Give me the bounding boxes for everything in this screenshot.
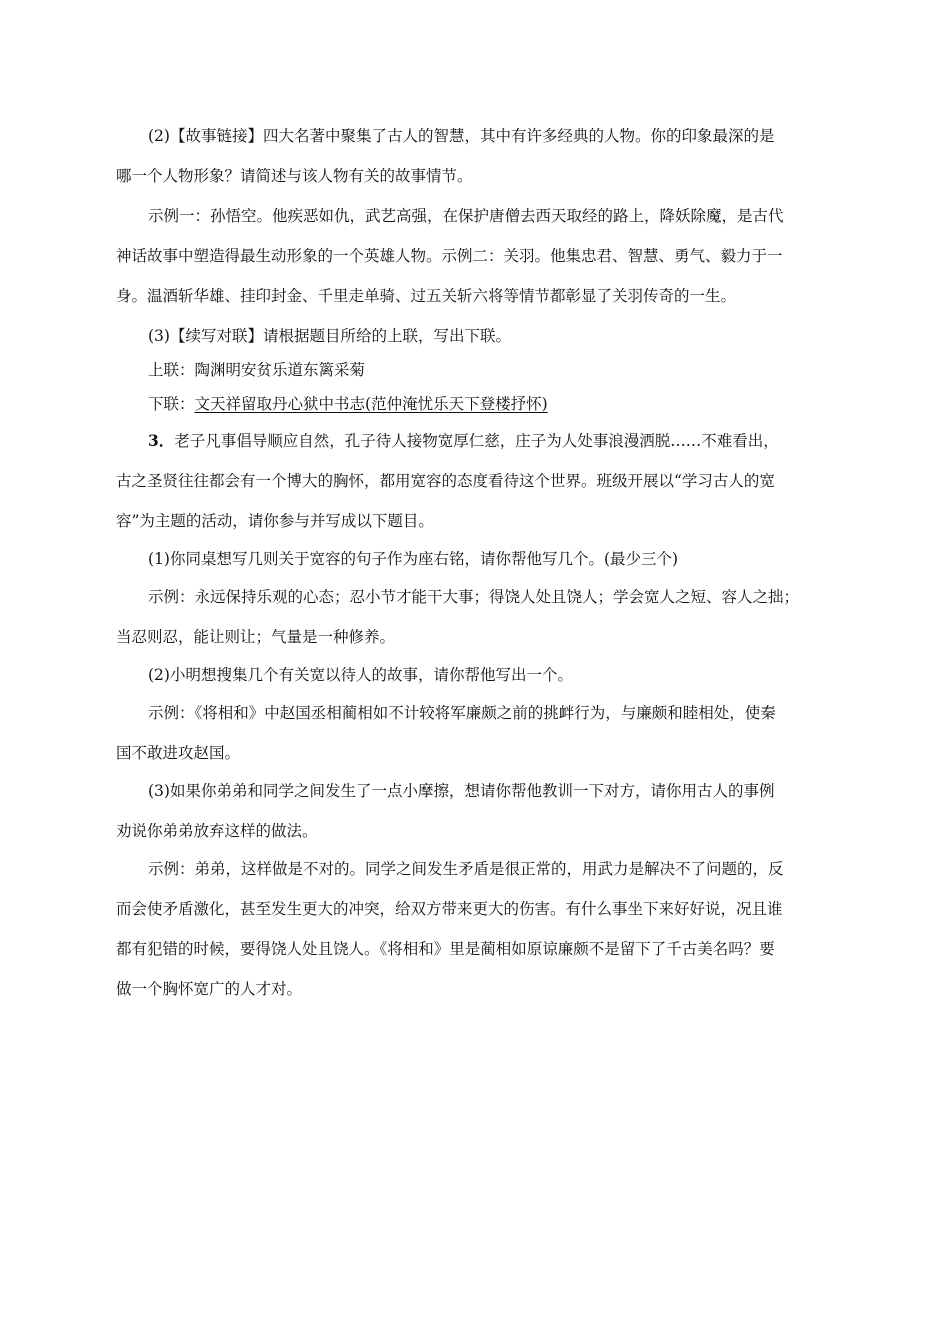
lower-couplet-label: 下联： <box>148 395 195 413</box>
subanswer-3-cont-2: 都有犯错的时候，要得饶人处且饶人。《将相和》里是蔺相如原谅廉颇不是留下了千古美名吗？要 <box>116 940 775 958</box>
subanswer-2: 示例：《将相和》中赵国丞相蔺相如不计较将军廉颇之前的挑衅行为，与廉颇和睦相处，使秦 <box>148 704 776 722</box>
question-3-prompt: (3)【续写对联】请根据题目所给的上联，写出下联。 <box>148 327 511 345</box>
upper-couplet: 上联：陶渊明安贫乐道东篱采菊 <box>148 361 366 379</box>
item-3-intro-cont: 古之圣贤往往都会有一个博大的胸怀，都用宽容的态度看待这个世界。班级开展以“学习古人的宽 <box>116 472 775 490</box>
answer-example-2-cont: 身。温酒斩华雄、挂印封金、千里走单骑、过五关斩六将等情节都彰显了关羽传奇的一生。 <box>116 287 737 305</box>
subquestion-3-cont: 劝说你弟弟放弃这样的做法。 <box>116 822 318 840</box>
subanswer-1: 示例：永远保持乐观的心态；忍小节才能干大事；得饶人处且饶人；学会宽人之短、容人之拙； <box>148 588 800 606</box>
subquestion-1: (1)你同桌想写几则关于宽容的句子作为座右铭，请你帮他写几个。(最少三个) <box>148 550 679 568</box>
subquestion-3: (3)如果你弟弟和同学之间发生了一点小摩擦，想请你帮他教训一下对方，请你用古人的事例 <box>148 782 775 800</box>
item-3-intro-text: 老子凡事倡导顺应自然，孔子待人接物宽厚仁慈，庄子为人处事浪漫洒脱……不难看出， <box>174 432 779 450</box>
question-2-prompt-cont: 哪一个人物形象？请简述与该人物有关的故事情节。 <box>116 167 473 185</box>
question-2-prompt: (2)【故事链接】四大名著中聚集了古人的智慧，其中有许多经典的人物。你的印象最深的是 <box>148 127 775 145</box>
lower-couplet-answer: 文天祥留取丹心狱中书志(范仲淹忧乐天下登楼抒怀) <box>194 395 548 413</box>
answer-example-1-cont: 神话故事中塑造得最生动形象的一个英雄人物。示例二：关羽。他集忠君、智慧、勇气、毅力于一 <box>116 247 783 265</box>
subanswer-1-cont: 当忍则忍，能让则让；气量是一种修养。 <box>116 628 396 646</box>
subanswer-3-cont-3: 做一个胸怀宽广的人才对。 <box>116 980 303 998</box>
item-number: 3． <box>148 431 175 450</box>
subanswer-3-cont-1: 而会使矛盾激化，甚至发生更大的冲突，给双方带来更大的伤害。有什么事坐下来好好说，况且谁 <box>116 900 783 918</box>
item-3-intro <box>148 431 779 451</box>
lower-couplet <box>148 394 548 414</box>
subquestion-2: (2)小明想搜集几个有关宽以待人的故事，请你帮他写出一个。 <box>148 666 573 684</box>
answer-example-1: 示例一：孙悟空。他疾恶如仇，武艺高强，在保护唐僧去西天取经的路上，降妖除魔，是古代 <box>148 207 784 225</box>
item-3-intro-cont-2: 容”为主题的活动，请你参与并写成以下题目。 <box>116 512 434 530</box>
subanswer-3: 示例：弟弟，这样做是不对的。同学之间发生矛盾是很正常的，用武力是解决不了问题的，反 <box>148 860 784 878</box>
subanswer-2-cont: 国不敢进攻赵国。 <box>116 744 241 762</box>
